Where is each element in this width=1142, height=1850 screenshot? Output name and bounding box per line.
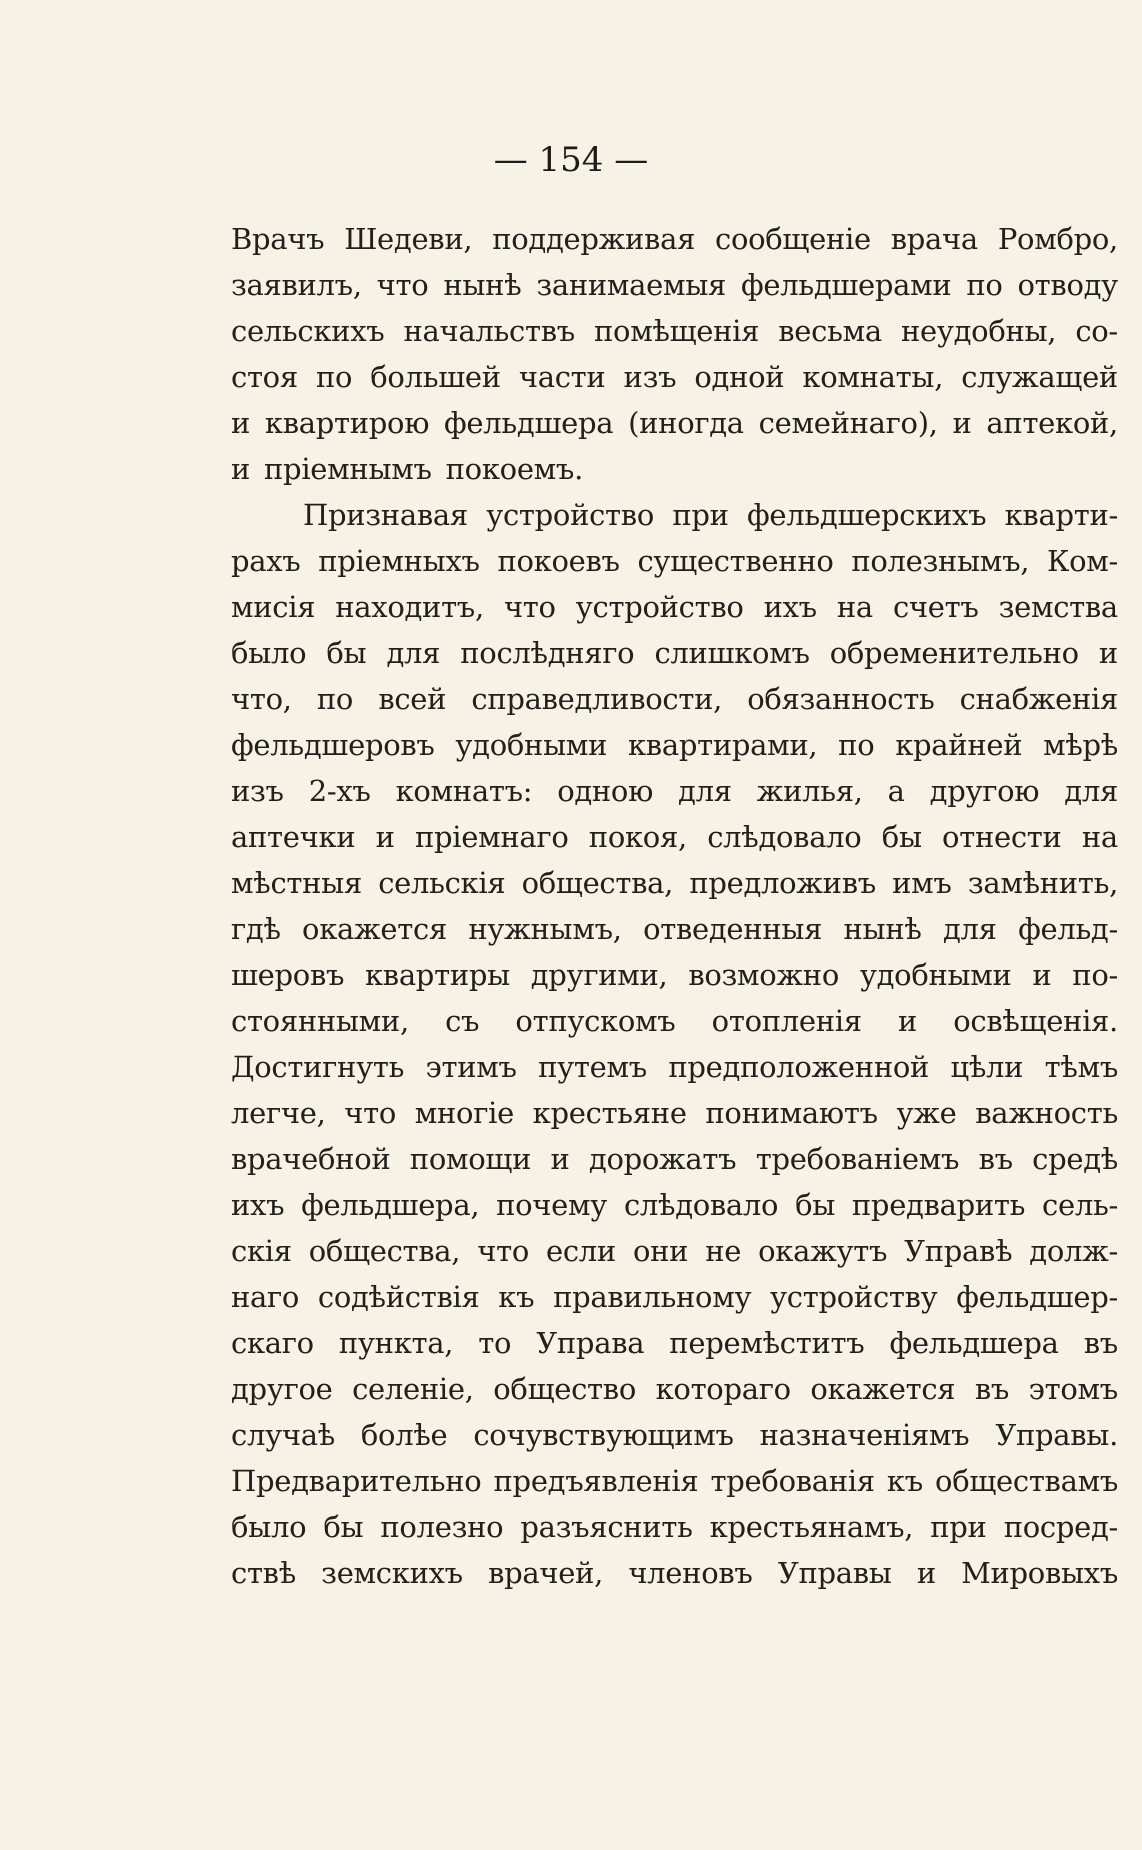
body-text	[231, 216, 1118, 1596]
word: крайней	[895, 728, 1023, 762]
word: Управѣ	[904, 1234, 1013, 1268]
word: къ	[498, 1280, 535, 1314]
word: фельд-	[1018, 912, 1118, 946]
word: помѣщенія	[594, 314, 760, 348]
word: отпускомъ	[515, 1004, 676, 1038]
word: если	[546, 1234, 616, 1268]
word: скія	[231, 1234, 292, 1268]
word: крестьянамъ,	[709, 1510, 914, 1544]
word: окажутъ	[758, 1234, 888, 1268]
word: что	[503, 590, 556, 624]
word: что,	[231, 682, 292, 716]
word: бы	[881, 820, 922, 854]
word: содѣйствія	[317, 1280, 480, 1314]
word: сообщеніе	[715, 222, 871, 256]
word: квартирами,	[627, 728, 818, 762]
word: окажется	[302, 912, 447, 946]
word: фельдшер-	[956, 1280, 1118, 1314]
word: обязанность	[747, 682, 935, 716]
text-line	[231, 1090, 1118, 1136]
text-line	[231, 216, 1118, 262]
word: неудобны,	[900, 314, 1057, 348]
word: полезно	[380, 1510, 504, 1544]
word: и	[1032, 958, 1052, 992]
word: предъявленія	[493, 1464, 699, 1498]
word: слѣдовало	[707, 820, 862, 854]
word: нужнымъ,	[468, 912, 622, 946]
word: въ	[978, 1142, 1013, 1176]
word: фельдшера,	[301, 1188, 480, 1222]
word: что	[477, 1234, 529, 1268]
word: со-	[1075, 314, 1118, 348]
word: назначеніямъ	[759, 1418, 970, 1452]
word: по-	[1072, 958, 1118, 992]
word: возможно	[688, 958, 839, 992]
word: изъ	[231, 774, 284, 808]
word: общество	[493, 1372, 636, 1406]
word: котораго	[655, 1372, 791, 1406]
text-line	[231, 446, 1118, 492]
text-line	[231, 1366, 1118, 1412]
text-line	[231, 1182, 1118, 1228]
word: болѣе	[360, 1418, 448, 1452]
word: слѣдовало	[623, 1188, 779, 1222]
word: перемѣститъ	[669, 1326, 865, 1360]
word: большей	[370, 360, 501, 394]
word: легче,	[231, 1096, 326, 1130]
word: имъ	[892, 866, 952, 900]
word: ихъ	[763, 590, 817, 624]
word: сочувствующимъ	[473, 1418, 734, 1452]
word: понимаютъ	[705, 1096, 878, 1130]
word: рахъ	[231, 544, 301, 578]
word: стоянными,	[231, 1004, 409, 1038]
word: къ	[886, 1464, 923, 1498]
word: заявилъ,	[231, 268, 362, 302]
word: для	[678, 774, 732, 808]
word: Предварительно	[231, 1464, 482, 1498]
word: и	[1098, 636, 1118, 670]
word: полезнымъ,	[851, 544, 1030, 578]
word: общества,	[308, 1234, 461, 1268]
word: сельскихъ	[231, 314, 385, 348]
word: нынѣ	[443, 268, 522, 302]
word: другими,	[530, 958, 668, 992]
word: важность	[975, 1096, 1118, 1130]
word: дорожатъ	[588, 1142, 737, 1176]
word: покоя,	[588, 820, 687, 854]
word: нынѣ	[843, 912, 922, 946]
word: на	[1081, 820, 1118, 854]
word: устройство	[575, 590, 744, 624]
word: случаѣ	[231, 1418, 335, 1452]
page-number: — 154 —	[493, 140, 649, 180]
word: пріемныхъ	[318, 544, 480, 578]
word: при	[672, 498, 729, 532]
word: сель-	[1042, 1188, 1118, 1222]
word: для	[386, 636, 441, 670]
word: другою	[929, 774, 1040, 808]
word: Мировыхъ	[961, 1556, 1118, 1590]
word: устройству	[770, 1280, 938, 1314]
word: пріемнымъ	[264, 452, 432, 486]
word: 2-хъ	[308, 774, 371, 808]
word: покоевъ	[497, 544, 620, 578]
word: устройство	[486, 498, 654, 532]
word: шеровъ	[231, 958, 345, 992]
word: фельдшеровъ	[231, 728, 435, 762]
word: ствѣ	[231, 1556, 296, 1590]
word: существенно	[637, 544, 834, 578]
word: аптечки	[231, 820, 356, 854]
word: гдѣ	[231, 912, 281, 946]
word: скаго	[231, 1326, 314, 1360]
word: отведенныя	[643, 912, 823, 946]
word: для	[942, 912, 997, 946]
word: фельдшерами	[740, 268, 952, 302]
word: не	[705, 1234, 742, 1268]
word: было	[231, 1510, 307, 1544]
text-line	[231, 400, 1118, 446]
text-line	[231, 768, 1118, 814]
word: служащей	[961, 360, 1118, 394]
word: Управы.	[995, 1418, 1118, 1452]
word: стоя	[231, 360, 298, 394]
word: пункта,	[338, 1326, 454, 1360]
word: членовъ	[628, 1556, 753, 1590]
word: весьма	[778, 314, 882, 348]
word: фельдшера	[889, 1326, 1059, 1360]
word: по	[838, 728, 875, 762]
word: путемъ	[538, 1050, 647, 1084]
word: мѣрѣ	[1043, 728, 1118, 762]
word: земскихъ	[321, 1556, 463, 1590]
text-line	[231, 1136, 1118, 1182]
text-line	[231, 262, 1118, 308]
word: уже	[896, 1096, 957, 1130]
word: поддерживая	[492, 222, 696, 256]
word: Врачъ	[231, 222, 325, 256]
word: тѣмъ	[1044, 1050, 1118, 1084]
text-line	[231, 1274, 1118, 1320]
word: счетъ	[892, 590, 979, 624]
word: средѣ	[1032, 1142, 1118, 1176]
word: а	[887, 774, 905, 808]
word: справедливости,	[471, 682, 723, 716]
word: кварти-	[1004, 498, 1118, 532]
word: въ	[974, 1372, 1010, 1406]
word: врача	[890, 222, 978, 256]
word: этимъ	[425, 1050, 517, 1084]
text-line	[231, 906, 1118, 952]
word: изъ	[623, 360, 677, 394]
word: одной	[694, 360, 785, 394]
word: занимаемыя	[536, 268, 727, 302]
text-line	[231, 1458, 1118, 1504]
text-line	[231, 1320, 1118, 1366]
word: долж-	[1029, 1234, 1118, 1268]
word: предположенной	[668, 1050, 930, 1084]
word: обременительно	[829, 636, 1079, 670]
text-line	[231, 1228, 1118, 1274]
text-line	[231, 354, 1118, 400]
word: было	[231, 636, 307, 670]
word: замѣнить,	[967, 866, 1118, 900]
word: они	[632, 1234, 689, 1268]
word: (иногда	[628, 406, 744, 440]
word: врачей,	[488, 1556, 604, 1590]
word: и	[916, 1556, 936, 1590]
word: квартирою	[264, 406, 430, 440]
text-line	[231, 1504, 1118, 1550]
word: врачебной	[231, 1142, 391, 1176]
word: освѣщенія.	[953, 1004, 1118, 1038]
word: другое	[231, 1372, 333, 1406]
word: общества,	[521, 866, 674, 900]
text-line	[231, 676, 1118, 722]
word: въ	[1083, 1326, 1118, 1360]
text-line	[231, 814, 1118, 860]
word: и	[550, 1142, 570, 1176]
word: помощи	[409, 1142, 532, 1176]
word: всей	[378, 682, 447, 716]
word: отводу	[1017, 268, 1118, 302]
word: многіе	[414, 1096, 514, 1130]
word: по	[315, 360, 353, 394]
word: посред-	[1003, 1510, 1118, 1544]
text-line	[231, 722, 1118, 768]
word: квартиры	[364, 958, 510, 992]
text-line	[231, 538, 1118, 584]
word: и	[897, 1004, 917, 1038]
word: бы	[323, 1510, 364, 1544]
word: бы	[326, 636, 367, 670]
word: правильному	[553, 1280, 752, 1314]
word: что	[344, 1096, 397, 1130]
word: наго	[231, 1280, 300, 1314]
word: начальствъ	[403, 314, 575, 348]
word: бы	[795, 1188, 836, 1222]
word: на	[836, 590, 873, 624]
word: фельдшерскихъ	[747, 498, 987, 532]
word: съ	[445, 1004, 480, 1038]
word: слишкомъ	[654, 636, 810, 670]
word: этомъ	[1028, 1372, 1118, 1406]
word: разъяснить	[520, 1510, 693, 1544]
word: части	[518, 360, 606, 394]
word: Управы	[777, 1556, 892, 1590]
word: Достигнуть	[231, 1050, 405, 1084]
word: Управа	[536, 1326, 645, 1360]
word: покоемъ.	[445, 452, 584, 486]
word: мисія	[231, 590, 316, 624]
word: Признавая	[303, 498, 468, 532]
word: при	[930, 1510, 987, 1544]
text-line	[231, 952, 1118, 998]
word: цѣли	[950, 1050, 1024, 1084]
word: по	[316, 682, 354, 716]
word: обществамъ	[935, 1464, 1118, 1498]
word: Шедеви,	[344, 222, 473, 256]
word: земства	[998, 590, 1118, 624]
word: удобными	[859, 958, 1012, 992]
word: предложивъ	[689, 866, 876, 900]
text-line	[231, 584, 1118, 630]
word: фельдшера	[444, 406, 614, 440]
text-line	[231, 1412, 1118, 1458]
word: ихъ	[231, 1188, 285, 1222]
word: находитъ,	[335, 590, 484, 624]
word: пріемнаго	[415, 820, 569, 854]
text-line	[231, 1044, 1118, 1090]
text-line	[231, 630, 1118, 676]
word: что	[376, 268, 429, 302]
word: комнаты,	[802, 360, 944, 394]
word: требованіемъ	[755, 1142, 960, 1176]
word: сельскія	[378, 866, 506, 900]
word: по	[966, 268, 1003, 302]
word: и	[952, 406, 972, 440]
word: предварить	[851, 1188, 1026, 1222]
word: и	[231, 452, 251, 486]
word: крестьяне	[532, 1096, 687, 1130]
word: то	[478, 1326, 512, 1360]
word: и	[231, 406, 251, 440]
word: отнести	[942, 820, 1062, 854]
word: мѣстныя	[231, 866, 362, 900]
text-line	[231, 492, 1118, 538]
word: аптекой,	[986, 406, 1118, 440]
word: Ком-	[1046, 544, 1118, 578]
text-line	[231, 998, 1118, 1044]
word: послѣдняго	[460, 636, 635, 670]
text-line	[231, 860, 1118, 906]
word: и	[375, 820, 395, 854]
text-line	[231, 1550, 1118, 1596]
word: окажется	[810, 1372, 956, 1406]
word: отопленія	[711, 1004, 862, 1038]
word: для	[1064, 774, 1118, 808]
word: селеніе,	[352, 1372, 474, 1406]
text-line	[231, 308, 1118, 354]
word: семейнаго),	[758, 406, 938, 440]
word: жилья,	[756, 774, 863, 808]
word: комнатъ:	[395, 774, 533, 808]
word: Ромбро,	[997, 222, 1118, 256]
word: почему	[496, 1188, 608, 1222]
word: требованія	[710, 1464, 875, 1498]
word: удобными	[455, 728, 608, 762]
word: снабженія	[959, 682, 1118, 716]
word: одною	[557, 774, 654, 808]
